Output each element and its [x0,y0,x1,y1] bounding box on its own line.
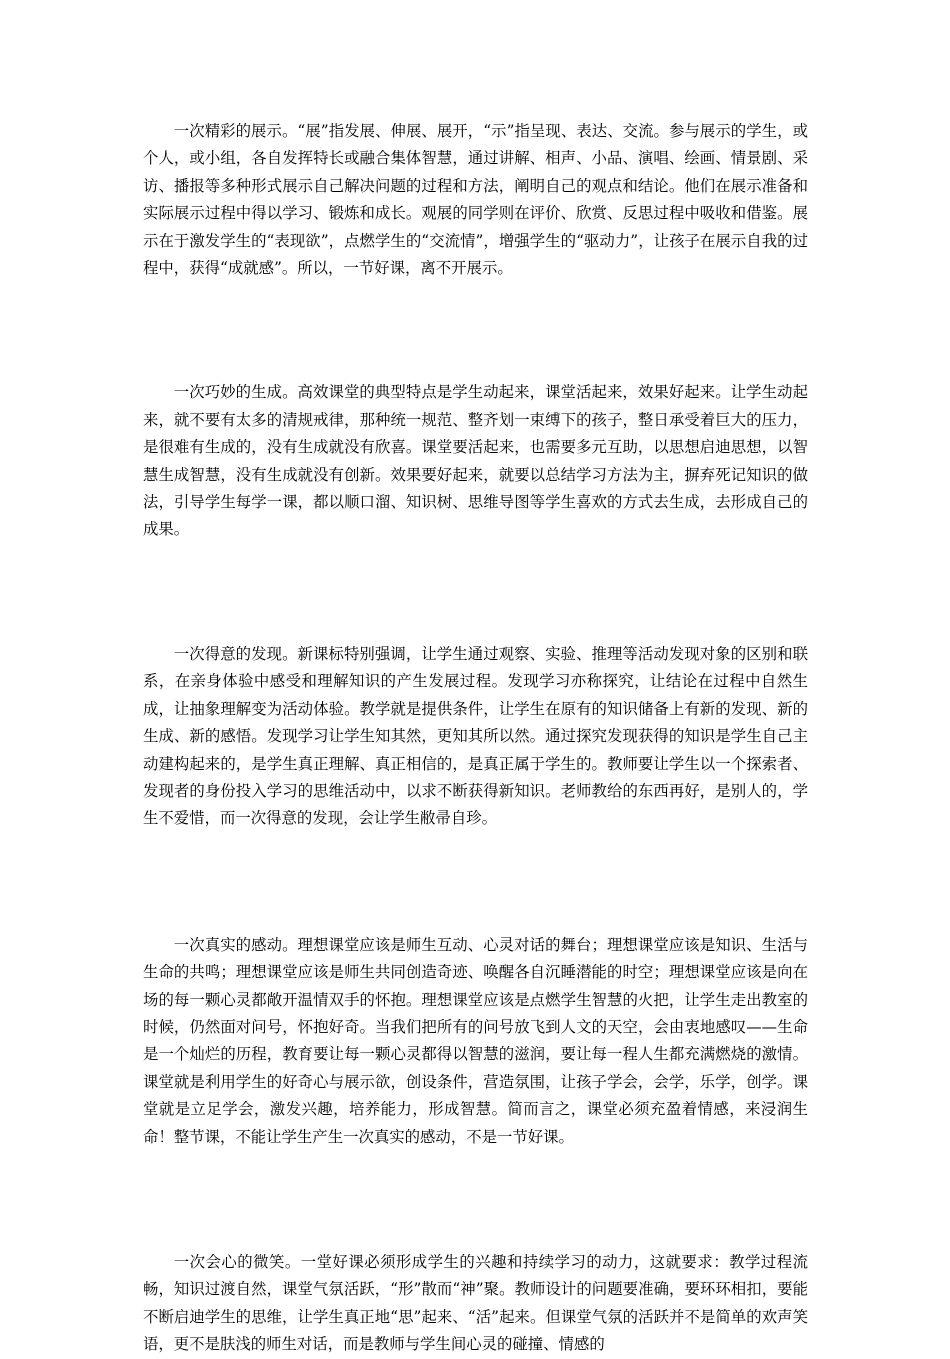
paragraph-spacer [143,282,808,379]
paragraph-discovery: 一次得意的发现。新课标特别强调，让学生通过观察、实验、推理等活动发现对象的区别和联系，在亲身体验中感受和理解知识的产生发展过程。发现学习亦称探究，让结论在过程中自然生成，让抽象理解变为活动体验。教学就是提供条件，让学生在原有的知识储备上有新的发现、新的生成、新的感悟。发现学习让学生知其然，更知其所以然。通过探究发现获得的知识是学生自己主动建构起来的，是学生真正理解、真正相信的，是真正属于学生的。教师要让学生以一个探索者、发现者的身份投入学习的思维活动中，以求不断获得新知识。老师教给的东西再好，是别人的，学生不爱惜，而一次得意的发现，会让学生敝帚自珍。 [143,644,808,828]
paragraph-showcase: 一次精彩的展示。“展”指发展、伸展、展开，“示”指呈现、表达、交流。参与展示的学生，或个人，或小组，各自发挥特长或融合集体智慧，通过讲解、相声、小品、演唱、绘画、情景剧、采访、播报等多种形式展示自己解决问题的过程和方法，阐明自己的观点和结论。他们在展示准备和实际展示过程中得以学习、锻炼和成长。观展的同学则在评价、欣赏、反思过程中吸收和借鉴。展示在于激发学生的“表现欲”，点燃学生的“交流情”，增强学生的“驱动力”，让孩子在展示自我的过程中，获得“成就感”。所以，一节好课，离不开展示。 [143,122,808,278]
paragraph-moved: 一次真实的感动。理想课堂应该是师生互动、心灵对话的舞台；理想课堂应该是知识、生活与生命的共鸣；理想课堂应该是师生共同创造奇迹、唤醒各自沉睡潜能的时空；理想课堂应该是向在场的每一颗心灵都敞开温情双手的怀抱。理想课堂应该是点燃学生智慧的火把，让学生走出教室的时候，仍然面对问号，怀抱好奇。当我们把所有的问号放飞到人文的天空，会由衷地感叹——生命是一个灿烂的历程，教育要让每一颗心灵都得以智慧的滋润，要让每一程人生都充满燃烧的激情。课堂就是利用学生的好奇心与展示欲，创设条件，营造氛围，让孩子学会，会学，乐学，创学。课堂就是立足学会，激发兴趣，培养能力，形成智慧。简而言之，课堂必须充盈着情感，来浸润生命！整节课，不能让学生产生一次真实的感动，不是一节好课。 [143,935,808,1146]
paragraph-smile: 一次会心的微笑。一堂好课必须形成学生的兴趣和持续学习的动力，这就要求：教学过程流畅，知识过渡自然，课堂气氛活跃，“形”散而“神”聚。教师设计的问题要准确，要环环相扣，要能不断启迪学生的思维，让学生真正地“思”起来、“活”起来。但课堂气氛的活跃并不是简单的欢声笑语，更不是肤浅的师生对话，而是教师与学生间心灵的碰撞、情感的 [143,1252,808,1354]
paragraph-generation: 一次巧妙的生成。高效课堂的典型特点是学生动起来，课堂活起来，效果好起来。让学生动起来，就不要有太多的清规戒律，那种统一规范、整齐划一束缚下的孩子，整日承受着巨大的压力，是很难有生成的，没有生成就没有欣喜。课堂要活起来，也需要多元互助，以思想启迪思想，以智慧生成智慧，没有生成就没有创新。效果要好起来，就要以总结学习方法为主，摒弃死记知识的做法，引导学生每学一课，都以顺口溜、知识树、思维导图等学生喜欢的方式去生成，去形成自己的成果。 [143,383,808,539]
document-page [143,118,808,1359]
paragraph-spacer [143,833,808,932]
paragraph-spacer [143,1151,808,1249]
paragraph-spacer [143,544,808,641]
